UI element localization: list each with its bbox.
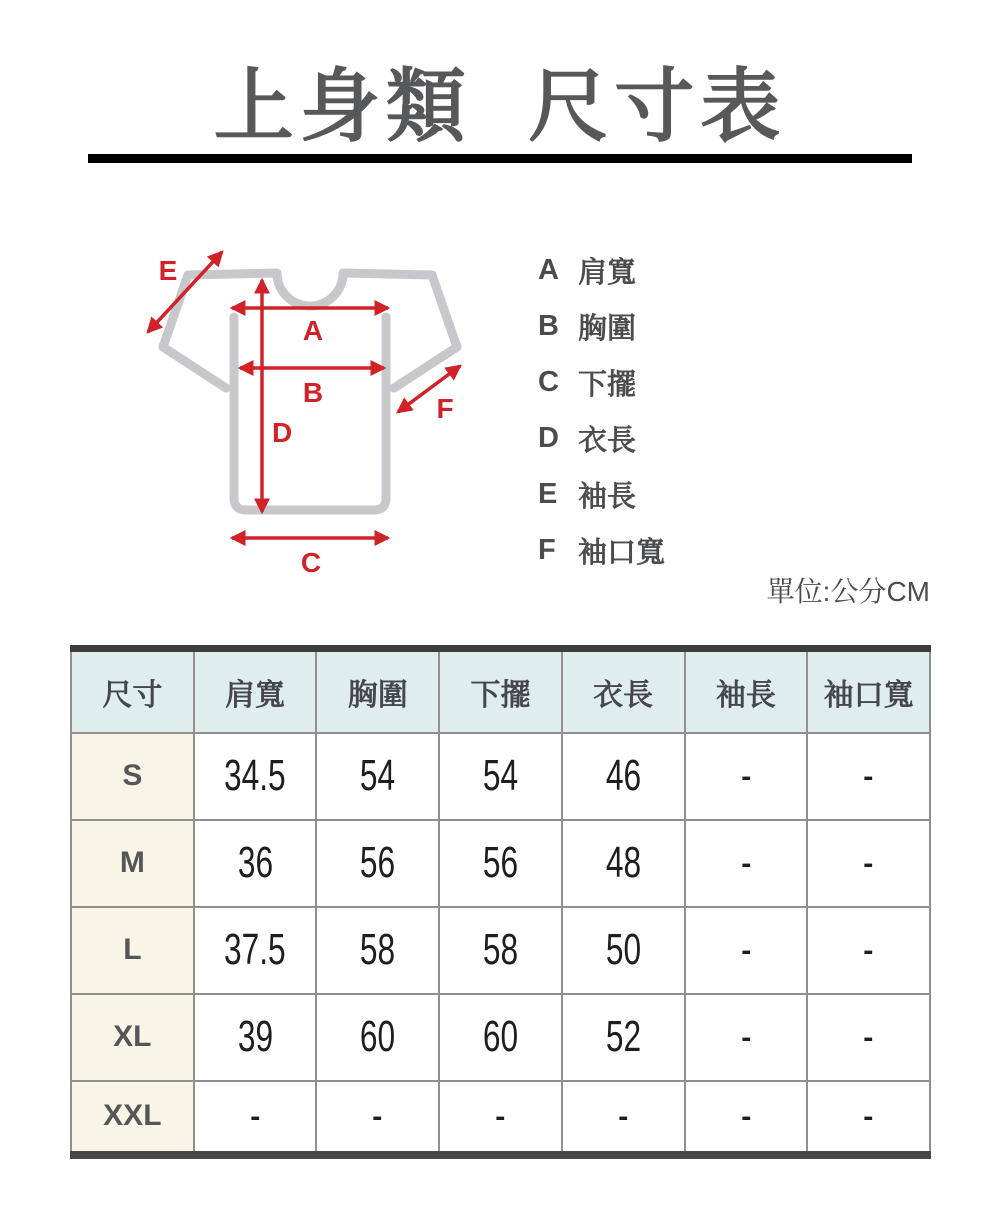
value-cell [685,907,808,994]
value-text: 48 [605,838,641,887]
column-header: 下擺 [439,649,562,733]
value-cell [439,733,562,820]
legend-item [538,242,665,298]
value-text: 60 [482,1012,519,1061]
legend-item [538,522,665,578]
legend-label: 袖口寬 [578,536,666,569]
value-cell [194,733,317,820]
legend-label: 胸圍 [578,312,637,345]
diagram-label-C: C [300,547,322,578]
value-text: - [249,1091,261,1140]
value-text: 58 [482,925,519,974]
legend-key: B [538,309,559,342]
value-cell [194,994,317,1081]
diagram-label-D: D [272,417,293,448]
value-cell [685,820,808,907]
value-cell [562,994,685,1081]
value-cell [807,733,930,820]
legend-item [538,410,665,466]
value-text: - [863,925,874,974]
value-text: - [863,838,874,887]
value-text: - [740,1012,752,1061]
value-text: 60 [360,1012,396,1061]
value-text: 50 [605,925,641,974]
value-text: 56 [482,838,519,887]
value-text: - [372,1091,384,1140]
column-header: 尺寸 [71,649,194,733]
value-cell [194,820,317,907]
table-header-row [71,649,930,733]
size-cell: L [71,907,194,994]
diagram-label-E: E [158,255,178,286]
value-cell [194,1081,317,1155]
legend-key: C [538,365,559,398]
size-table [70,645,931,1159]
size-cell: S [71,733,194,820]
unit-note: 單位:公分CM [766,576,930,607]
table-row [71,1081,930,1155]
value-text: 54 [360,751,396,800]
value-text: 56 [360,838,396,887]
legend-key: D [538,421,559,454]
value-cell [194,907,317,994]
title-underline [88,154,912,163]
value-cell [807,1081,930,1155]
value-text: 36 [237,838,273,887]
diagram-label-F: F [436,393,454,424]
column-header: 衣長 [562,649,685,733]
value-cell [439,994,562,1081]
value-cell [685,1081,808,1155]
legend-key: F [538,533,556,566]
value-text: 37.5 [224,925,286,974]
table-body [71,733,930,1155]
value-cell [439,1081,562,1155]
value-text: - [740,1091,752,1140]
value-cell [685,994,808,1081]
value-text: 52 [605,1012,641,1061]
column-header: 袖口寬 [807,649,930,733]
diagram-label-B: B [302,377,324,408]
value-cell [807,907,930,994]
value-text: - [740,751,752,800]
table-row [71,733,930,820]
legend-label: 肩寬 [578,256,637,289]
page-title: 上身類 尺寸表 [213,62,787,151]
legend-item [538,466,665,522]
tshirt-measurement-diagram [100,230,520,600]
legend-key: A [538,253,559,286]
value-text: 39 [237,1012,273,1061]
value-text: - [740,925,752,974]
legend-item [538,298,665,354]
value-text: - [495,1091,506,1140]
value-text: 54 [482,751,519,800]
value-text: 46 [605,751,641,800]
value-text: - [740,838,752,887]
size-cell: XL [71,994,194,1081]
legend-label: 袖長 [578,480,637,513]
value-text: - [863,1012,874,1061]
legend-item [538,354,665,410]
value-cell [316,1081,439,1155]
table-row [71,994,930,1081]
value-cell [807,820,930,907]
table-row [71,820,930,907]
value-cell [562,820,685,907]
value-cell [316,733,439,820]
value-text: - [863,751,874,800]
value-cell [316,820,439,907]
measurement-legend [538,242,665,578]
column-header: 肩寬 [194,649,317,733]
value-cell [807,994,930,1081]
size-cell: XXL [71,1081,194,1155]
value-cell [562,907,685,994]
value-cell [562,1081,685,1155]
legend-label: 下擺 [578,368,637,401]
tshirt-right-cuff [394,347,457,388]
column-header: 袖長 [685,649,808,733]
value-text: - [617,1091,629,1140]
value-cell [439,820,562,907]
size-cell: M [71,820,194,907]
value-text: 34.5 [224,751,286,800]
value-cell [316,994,439,1081]
tshirt-left-cuff [163,347,226,388]
legend-key: E [538,477,558,510]
value-text: 58 [360,925,396,974]
diagram-label-A: A [302,315,324,346]
value-text: - [863,1091,874,1140]
value-cell [685,733,808,820]
value-cell [316,907,439,994]
column-header: 胸圍 [316,649,439,733]
value-cell [439,907,562,994]
value-cell [562,733,685,820]
table-row [71,907,930,994]
legend-label: 衣長 [578,424,637,457]
